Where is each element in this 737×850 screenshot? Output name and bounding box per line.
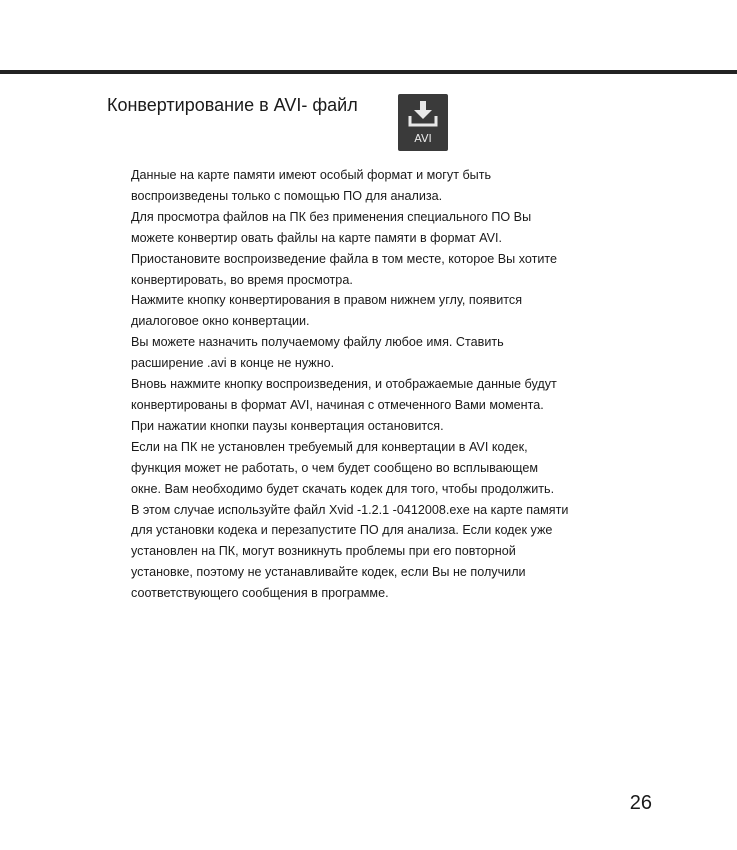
body-line: для установки кодека и перезапустите ПО для анализа. Если кодек уже <box>131 523 553 538</box>
body-line: установке, поэтому не устанавливайте кодек, если Вы не получили <box>131 565 526 580</box>
avi-icon-label: AVI <box>414 132 432 145</box>
body-line: При нажатии кнопки паузы конвертация остановится. <box>131 418 444 433</box>
header-rule <box>0 70 737 74</box>
body-line: установлен на ПК, могут возникнуть проблемы при его повторной <box>131 544 516 559</box>
body-line: Для просмотра файлов на ПК без применения специального ПО Вы <box>131 209 532 224</box>
body-line: Вы можете назначить получаемому файлу любое имя. Ставить <box>131 335 504 350</box>
body-line: Данные на карте памяти имеют особый формат и могут быть <box>131 168 492 182</box>
page-number: 26 <box>629 792 652 814</box>
body-line: конвертировать, во время просмотра. <box>131 272 353 287</box>
body-line: окне. Вам необходимо будет скачать кодек для того, чтобы продолжить. <box>131 481 555 496</box>
body-line: можете конвертир овать файлы на карте памяти в формат AVI. <box>131 230 503 245</box>
body-line: соответствующего сообщения в программе. <box>131 586 389 601</box>
body-line: функция может не работать, о чем будет сообщено во всплывающем <box>131 460 539 475</box>
body-line: Если на ПК не установлен требуемый для конвертации в AVI кодек, <box>131 439 528 454</box>
body-line: конвертированы в формат AVI, начиная с отмеченного Вами момента. <box>131 397 544 412</box>
body-text <box>131 165 631 604</box>
body-line: расширение .avi в конце не нужно. <box>131 356 335 371</box>
body-line: Вновь нажмите кнопку воспроизведения, и отображаемые данные будут <box>131 377 557 392</box>
body-line: В этом случае используйте файл Xvid -1.2.1 -0412008.exe на карте памяти <box>131 502 569 517</box>
body-line: воспроизведены только с помощью ПО для анализа. <box>131 188 443 203</box>
section-title: Конвертирование в AVI- файл <box>107 95 358 115</box>
body-line: Нажмите кнопку конвертирования в правом нижнем углу, появится <box>131 293 523 308</box>
body-line: Приостановите воспроизведение файла в том месте, которое Вы хотите <box>131 251 558 266</box>
body-line: диалоговое окно конвертации. <box>131 314 310 329</box>
avi-convert-icon <box>398 94 448 151</box>
